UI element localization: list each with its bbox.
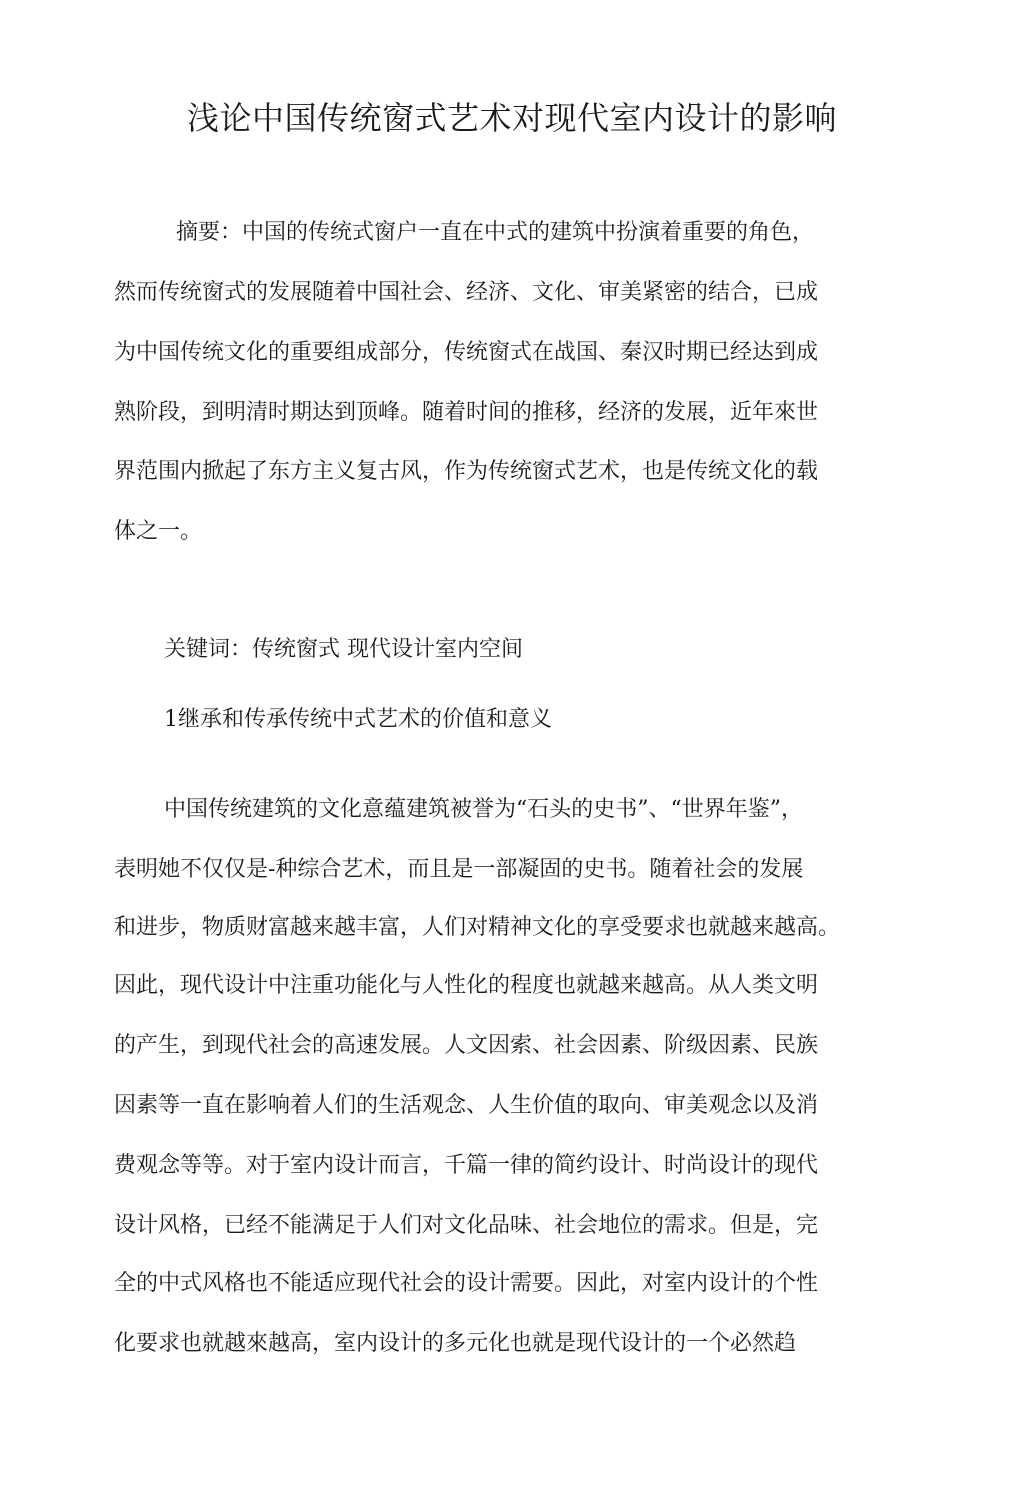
- document-title: 浅论中国传统窗式艺术对现代室内设计的影响: [186, 99, 837, 137]
- abstract-line: 然而传统窗式的发展随着中国社会、经济、文化、审美紧密的结合，已成: [114, 280, 819, 305]
- body-line: 表明她不仅仅是-种综合艺术，而且是一部凝固的史书。随着社会的发展: [114, 857, 804, 882]
- abstract-line: 熟阶段，到明清时期达到顶峰。随着时间的推移，经济的发展，近年來世: [114, 400, 819, 425]
- body-line: 的产生，到现代社会的高速发展。人文因索、社会因素、阶级因素、民族: [114, 1033, 819, 1058]
- body-line: 因素等一直在影响着人们的生活观念、人生价值的取向、审美观念以及消: [114, 1093, 819, 1118]
- keywords-line: 关键词：传统窗式 现代设计室内空间: [164, 637, 523, 662]
- body-line: 中国传统建筑的文化意蕴建筑被誉为“石头的史书”、“世界年鉴”，: [164, 797, 803, 822]
- body-line: 全的中式风格也不能适应现代社会的设计需要。因此，对室内设计的个性: [114, 1271, 819, 1296]
- body-line: 化要求也就越來越高，室内设计的多元化也就是现代设计的一个必然趋: [114, 1331, 797, 1356]
- body-line: 费观念等等。对于室内设计而言，千篇一律的简约设计、时尚设计的现代: [114, 1153, 819, 1178]
- body-line: 因此，现代设计中注重功能化与人性化的程度也就越来越高。从人类文明: [114, 973, 819, 998]
- abstract-line: 界范围内掀起了东方主义复古风，作为传统窗式艺术，也是传统文化的载: [114, 459, 819, 484]
- abstract-line: 为中国传统文化的重要组成部分，传统窗式在战国、秦汉时期已经达到成: [114, 340, 819, 365]
- body-line: 设计风格，已经不能满足于人们对文化品味、社会地位的需求。但是，完: [114, 1213, 819, 1238]
- section-heading: 1继承和传承传统中式艺术的价值和意义: [164, 707, 552, 732]
- abstract-line: 体之一。: [114, 519, 203, 544]
- abstract-line: 摘要：中国的传统式窗户一直在中式的建筑中扮演着重要的角色，: [176, 220, 815, 245]
- body-line: 和进步，物质财富越来越丰富，人们对精神文化的享受要求也就越来越高。: [114, 915, 841, 940]
